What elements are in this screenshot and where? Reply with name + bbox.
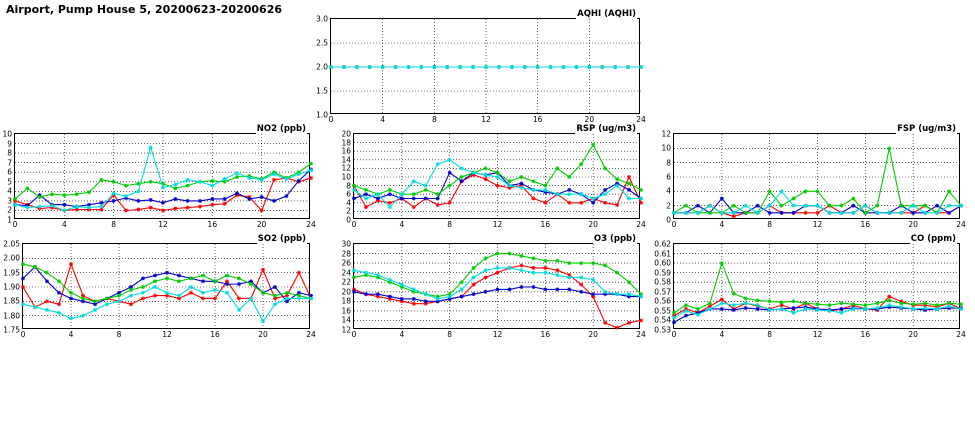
- y-axis-tick: 3: [7, 196, 12, 206]
- chart-svg-aqhi: [331, 19, 641, 115]
- x-axis-tick: 0: [351, 330, 357, 339]
- x-axis-tick: 0: [351, 220, 357, 229]
- y-axis-tick: 2: [346, 206, 351, 216]
- y-axis-tick: 3.0: [316, 14, 328, 24]
- y-axis-tick: 20: [341, 129, 351, 139]
- chart-title-so2: SO2 (ppb): [257, 234, 306, 244]
- x-axis-tick: 4: [399, 220, 405, 229]
- x-axis-tick: 24: [636, 220, 646, 229]
- x-axis-tick: 20: [588, 220, 598, 229]
- x-axis-tick: 12: [492, 330, 503, 339]
- y-axis-tick: 9: [7, 139, 12, 149]
- chart-svg-fsp: [674, 134, 961, 220]
- x-axis-tick: 8: [767, 330, 773, 339]
- x-axis-tick: 16: [210, 330, 220, 339]
- y-axis-tick: 1.5: [316, 86, 328, 96]
- y-axis-tick: 1.95: [3, 268, 20, 278]
- x-axis-tick: 24: [306, 220, 316, 229]
- y-axis-tick: 6: [7, 167, 12, 177]
- y-axis-tick: 12: [341, 163, 351, 173]
- y-axis-tick: 1.85: [3, 296, 20, 306]
- y-axis-tick: 8: [666, 158, 671, 168]
- x-axis-tick: 4: [399, 330, 405, 339]
- x-axis-tick: 0: [20, 330, 26, 339]
- x-axis-tick: 8: [447, 220, 453, 229]
- y-axis-tick: 4: [7, 186, 12, 196]
- y-axis-tick: 0.55: [654, 306, 671, 316]
- y-axis-tick: 2.05: [3, 239, 20, 249]
- chart-title-fsp: FSP (ug/m3): [897, 124, 956, 134]
- x-axis-tick: 16: [860, 220, 871, 229]
- x-axis-tick: 24: [636, 330, 646, 339]
- y-axis-tick: 20: [341, 287, 351, 297]
- chart-panel-fsp: [661, 124, 966, 229]
- x-axis-tick: 4: [719, 220, 725, 229]
- x-axis-tick: 20: [588, 330, 598, 339]
- chart-panel-rsp: [341, 124, 646, 229]
- page-title: Airport, Pump House 5, 20200623-20200626: [6, 3, 283, 16]
- y-axis-tick: 2.00: [3, 253, 20, 263]
- x-axis-tick: 8: [111, 220, 117, 229]
- chart-panel-o3: [341, 234, 646, 339]
- y-axis-tick: 1.0: [316, 110, 328, 120]
- y-axis-tick: 10: [2, 129, 12, 139]
- y-axis-tick: 22: [341, 277, 351, 287]
- y-axis-tick: 16: [341, 306, 351, 316]
- y-axis-tick: 4: [666, 186, 671, 196]
- x-axis-tick: 8: [767, 220, 773, 229]
- y-axis-tick: 14: [341, 155, 351, 165]
- x-axis-tick: 8: [431, 115, 437, 124]
- y-axis-tick: 0.53: [654, 325, 671, 335]
- y-axis-tick: 1.80: [3, 311, 20, 321]
- y-axis-tick: 0.61: [654, 249, 671, 259]
- plot-area-fsp: [661, 124, 966, 229]
- y-axis-tick: 0.60: [654, 258, 671, 268]
- chart-title-aqhi: AQHI (AQHI): [577, 9, 636, 19]
- x-axis-tick: 20: [258, 330, 268, 339]
- x-axis-tick: 12: [481, 115, 491, 124]
- plot-area-aqhi: [316, 9, 646, 124]
- y-axis-tick: 8: [346, 181, 351, 191]
- x-axis-tick: 12: [492, 220, 503, 229]
- y-axis-tick: 12: [661, 129, 671, 139]
- y-axis-tick: 0.58: [654, 277, 671, 287]
- chart-svg-so2: [23, 244, 311, 330]
- y-axis-tick: 18: [341, 296, 351, 306]
- x-axis-tick: 24: [306, 330, 316, 339]
- y-axis-tick: 26: [341, 258, 351, 268]
- x-axis-tick: 24: [636, 115, 646, 124]
- y-axis-tick: 1.75: [3, 325, 20, 335]
- x-axis-tick: 0: [671, 220, 677, 229]
- chart-panel-so2: [3, 234, 316, 339]
- chart-svg-rsp: [354, 134, 641, 220]
- y-axis-tick: 0.57: [654, 287, 671, 297]
- x-axis-tick: 12: [812, 330, 823, 339]
- y-axis-tick: 24: [341, 268, 351, 278]
- y-axis-tick: 30: [341, 239, 351, 249]
- plot-area-o3: [341, 234, 646, 339]
- plot-area-so2: [3, 234, 316, 339]
- y-axis-tick: 8: [7, 148, 12, 158]
- x-axis-tick: 4: [719, 330, 725, 339]
- chart-title-co: CO (ppm): [910, 234, 956, 244]
- y-axis-tick: 12: [341, 325, 351, 335]
- y-axis-tick: 0.56: [654, 296, 671, 306]
- y-axis-tick: 7: [7, 158, 12, 168]
- chart-panel-co: [654, 234, 966, 339]
- plot-area-rsp: [341, 124, 646, 229]
- x-axis-tick: 20: [584, 115, 595, 124]
- x-axis-tick: 16: [207, 220, 218, 229]
- x-axis-tick: 4: [68, 330, 74, 339]
- x-axis-tick: 12: [812, 220, 823, 229]
- x-axis-tick: 0: [12, 220, 18, 229]
- x-axis-tick: 8: [447, 330, 453, 339]
- x-axis-tick: 16: [540, 220, 551, 229]
- x-axis-tick: 16: [860, 330, 871, 339]
- x-axis-tick: 8: [116, 330, 122, 339]
- y-axis-tick: 18: [341, 138, 351, 148]
- y-axis-tick: 0.54: [654, 315, 671, 325]
- y-axis-tick: 0: [346, 215, 351, 225]
- plot-area-no2: [2, 124, 316, 229]
- x-axis-tick: 20: [256, 220, 267, 229]
- x-axis-tick: 12: [158, 220, 168, 229]
- x-axis-tick: 0: [328, 115, 334, 124]
- y-axis-tick: 5: [7, 177, 12, 187]
- y-axis-tick: 2: [7, 205, 12, 215]
- x-axis-tick: 0: [671, 330, 677, 339]
- x-axis-tick: 16: [540, 330, 551, 339]
- y-axis-tick: 0.59: [654, 268, 671, 278]
- x-axis-tick: 24: [956, 330, 966, 339]
- chart-title-rsp: RSP (ug/m3): [576, 124, 636, 134]
- chart-svg-o3: [354, 244, 641, 330]
- x-axis-tick: 20: [908, 220, 918, 229]
- y-axis-tick: 4: [346, 198, 351, 208]
- x-axis-tick: 16: [532, 115, 543, 124]
- plot-area-co: [654, 234, 966, 339]
- y-axis-tick: 10: [661, 143, 671, 153]
- y-axis-tick: 0: [666, 215, 671, 225]
- chart-panel-no2: [2, 124, 316, 229]
- x-axis-tick: 20: [908, 330, 918, 339]
- x-axis-tick: 4: [61, 220, 67, 229]
- y-axis-tick: 1: [7, 215, 12, 225]
- chart-panel-aqhi: [316, 9, 646, 124]
- chart-svg-no2: [15, 134, 311, 220]
- x-axis-tick: 4: [380, 115, 386, 124]
- chart-svg-co: [674, 244, 961, 330]
- y-axis-tick: 16: [341, 146, 351, 156]
- y-axis-tick: 10: [341, 172, 351, 182]
- chart-title-no2: NO2 (ppb): [256, 124, 306, 134]
- y-axis-tick: 6: [666, 172, 671, 182]
- x-axis-tick: 24: [956, 220, 966, 229]
- x-axis-tick: 12: [162, 330, 172, 339]
- y-axis-tick: 28: [341, 249, 351, 259]
- chart-title-o3: O3 (ppb): [593, 234, 636, 244]
- y-axis-tick: 2.5: [316, 38, 328, 48]
- y-axis-tick: 14: [341, 315, 351, 325]
- y-axis-tick: 2: [666, 201, 671, 211]
- y-axis-tick: 6: [346, 189, 351, 199]
- y-axis-tick: 2.0: [316, 62, 328, 72]
- y-axis-tick: 0.62: [654, 239, 671, 249]
- y-axis-tick: 1.90: [3, 282, 20, 292]
